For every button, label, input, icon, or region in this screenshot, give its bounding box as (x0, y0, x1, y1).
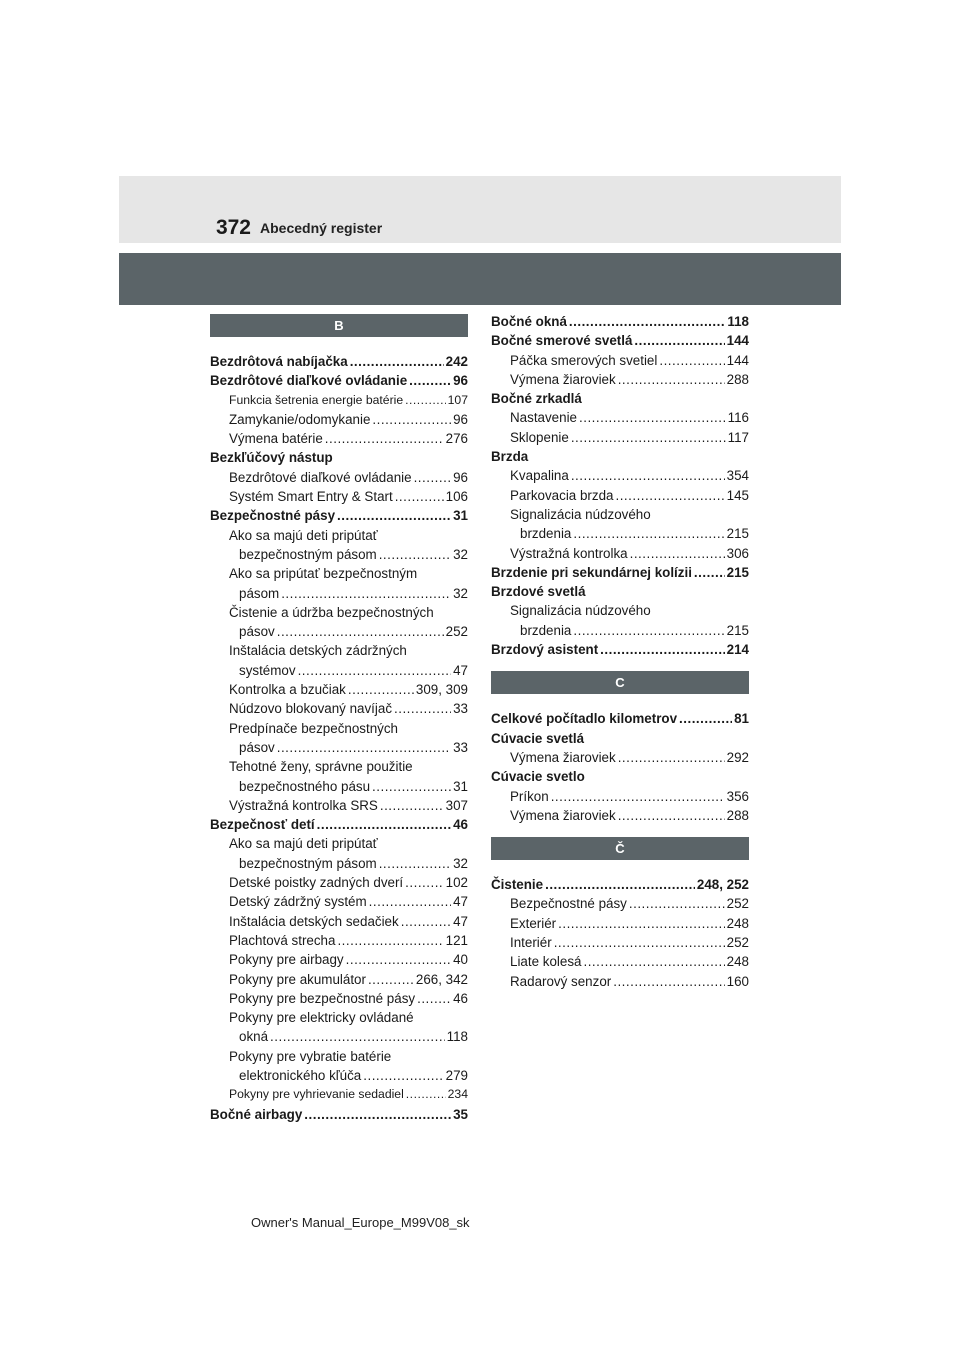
entry-page: 144 (726, 333, 749, 349)
entry-page: 121 (445, 932, 468, 948)
leader-dots (368, 970, 414, 989)
leader-dots (573, 621, 724, 640)
entry-label: Výstražná kontrolka SRS (229, 797, 378, 813)
index-entry (491, 312, 749, 331)
leader-dots (348, 680, 414, 699)
entry-label: Inštalácia detských zádržných (229, 643, 407, 659)
entry-page: 106 (445, 489, 468, 505)
entry-page: 47 (453, 894, 468, 910)
index-entry (491, 640, 749, 659)
entry-label: Kontrolka a bzučiak (229, 682, 346, 698)
entry-label: Bočné smerové svetlá (491, 333, 633, 349)
index-entry (491, 748, 749, 767)
entry-page: 118 (727, 314, 749, 329)
index-entry (210, 854, 468, 873)
entry-page: 46 (453, 990, 468, 1006)
entry-page: 32 (453, 585, 468, 601)
entry-page: 47 (453, 662, 468, 678)
leader-dots (270, 1027, 445, 1046)
index-entry (491, 486, 749, 505)
index-entry (491, 972, 749, 991)
leader-dots (618, 806, 725, 825)
entry-label: Bočné zrkadlá (491, 391, 582, 407)
index-entry (491, 408, 749, 427)
index-entry (491, 952, 749, 971)
leader-dots (545, 875, 695, 894)
entry-label: Núdzovo blokovaný navíjač (229, 701, 393, 717)
index-entry (491, 875, 749, 894)
index-entry (210, 661, 468, 680)
index-entry (491, 601, 749, 620)
entry-page: 215 (726, 622, 749, 638)
section-letter: Č (491, 837, 749, 860)
entry-page: 252 (726, 896, 749, 912)
index-entry (210, 487, 468, 506)
index-entry (491, 370, 749, 389)
entry-label: Pokyny pre vybratie batérie (229, 1048, 392, 1064)
index-entry (491, 806, 749, 825)
index-entry (491, 524, 749, 543)
index-entry (210, 989, 468, 1008)
entry-label: Cúvacie svetlá (491, 730, 585, 746)
entry-label: Signalizácia núdzového (510, 603, 651, 619)
index-entry (491, 729, 749, 748)
index-entry (210, 757, 468, 776)
entry-label: Čistenie a údržba bezpečnostných (229, 604, 434, 620)
leader-dots (569, 312, 725, 331)
entry-label: Páčka smerových svetiel (510, 352, 658, 368)
entry-page: 47 (453, 913, 468, 929)
entry-label: Čistenie (491, 877, 544, 893)
entry-label: Bezdrôtové diaľkové ovládanie (210, 373, 408, 389)
entry-label: Detské poistky zadných dverí (229, 875, 404, 891)
leader-dots (346, 950, 451, 969)
entry-page: 306 (726, 545, 749, 561)
entry-label: Bezdrôtové diaľkové ovládanie (229, 469, 412, 485)
leader-dots (379, 854, 451, 873)
leader-dots (615, 486, 724, 505)
index-entry (210, 892, 468, 911)
index-entry (210, 468, 468, 487)
leader-dots (659, 351, 724, 370)
entry-label: Ako sa pripútať bezpečnostným (229, 566, 418, 582)
entry-label: Bezkľúčový nástup (210, 450, 333, 466)
entry-label: Brzdový asistent (491, 642, 599, 658)
entry-page: 266, 342 (415, 971, 468, 987)
index-entry (491, 466, 749, 485)
entry-label: Výmena žiaroviek (510, 371, 616, 387)
entry-label: Celkové počítadlo kilometrov (491, 711, 678, 727)
leader-dots (369, 892, 451, 911)
entry-label: Radarový senzor (510, 973, 612, 989)
index-entry (210, 950, 468, 969)
entry-page: 31 (453, 508, 468, 524)
leader-dots (277, 738, 451, 757)
entry-label: Funkcia šetrenia energie batérie (229, 392, 404, 407)
leader-dots (406, 1085, 446, 1104)
index-entry (210, 699, 468, 718)
entry-label: brzdenia (520, 622, 572, 638)
entry-label: Príkon (510, 788, 549, 804)
entry-page: 96 (453, 469, 468, 485)
index-entry (210, 680, 468, 699)
index-entry (210, 912, 468, 931)
leader-dots (618, 370, 725, 389)
index-entry (491, 582, 749, 601)
entry-page: 252 (445, 624, 468, 640)
index-entry (210, 1066, 468, 1085)
entry-label: Bočné airbagy (210, 1106, 303, 1122)
entry-page: 46 (453, 817, 468, 833)
index-entry (491, 767, 749, 786)
index-entry (491, 933, 749, 952)
entry-page: 31 (453, 778, 468, 794)
leader-dots (409, 371, 451, 390)
entry-page: 96 (453, 373, 468, 389)
entry-page: 356 (726, 788, 749, 804)
entry-label: Pokyny pre airbagy (229, 952, 344, 968)
entry-page: 40 (453, 952, 468, 968)
leader-dots (583, 952, 724, 971)
entry-label: Sklopenie (510, 429, 569, 445)
leader-dots (630, 544, 725, 563)
entry-page: 144 (726, 352, 749, 368)
entry-label: Ako sa majú deti pripútať (229, 836, 378, 852)
entry-label: bezpečnostným pásom (239, 546, 377, 562)
entry-label: Výmena batérie (229, 431, 323, 447)
entry-page: 288 (726, 371, 749, 387)
leader-dots (613, 972, 724, 991)
entry-label: pásov (239, 624, 275, 640)
entry-page: 214 (726, 642, 749, 658)
entry-label: Pokyny pre akumulátor (229, 971, 366, 987)
index-entry (210, 1008, 468, 1027)
page-title: Abecedný register (260, 220, 383, 236)
index-entry (210, 622, 468, 641)
entry-page: 116 (727, 410, 749, 426)
entry-label: Pokyny pre bezpečnostné pásy (229, 990, 416, 1006)
leader-dots (372, 410, 451, 429)
entry-label: bezpečnostným pásom (239, 855, 377, 871)
leader-dots (337, 931, 443, 950)
index-entry (491, 351, 749, 370)
index-entry (210, 564, 468, 583)
index-entry (491, 709, 749, 728)
leader-dots (558, 914, 725, 933)
entry-label: Ako sa majú deti pripútať (229, 527, 378, 543)
index-entry (491, 787, 749, 806)
entry-label: Signalizácia núdzového (510, 506, 651, 522)
index-entry (491, 544, 749, 563)
index-entry (210, 641, 468, 660)
entry-label: Nastavenie (510, 410, 577, 426)
entry-page: 309, 309 (415, 682, 468, 698)
entry-label: bezpečnostného pásu (239, 778, 371, 794)
entry-page: 107 (447, 392, 468, 407)
entry-page: 307 (445, 797, 468, 813)
leader-dots (573, 524, 724, 543)
entry-label: Predpínače bezpečnostných (229, 720, 398, 736)
entry-label: Výmena žiaroviek (510, 749, 616, 765)
index-entry (210, 391, 468, 410)
section-letter: B (210, 314, 468, 337)
index-entry (210, 970, 468, 989)
index-entry (491, 447, 749, 466)
index-entry (210, 1027, 468, 1046)
entry-page: 32 (453, 546, 468, 562)
entry-label: Tehotné ženy, správne použitie (229, 759, 413, 775)
leader-dots (401, 912, 451, 931)
page-number: 372 (215, 216, 251, 239)
entry-label: Bezdrôtová nabíjačka (210, 354, 348, 369)
index-entry (210, 352, 468, 371)
index-entry (491, 428, 749, 447)
leader-dots (554, 933, 725, 952)
leader-dots (417, 989, 451, 1008)
footer-text: Owner's Manual_Europe_M99V08_sk (251, 1215, 470, 1230)
leader-dots (394, 699, 451, 718)
entry-label: Systém Smart Entry & Start (229, 489, 393, 505)
leader-dots (337, 506, 451, 525)
index-entry (210, 777, 468, 796)
leader-dots (600, 640, 724, 659)
index-entry (210, 545, 468, 564)
leader-dots (379, 545, 451, 564)
entry-page: 160 (726, 973, 749, 989)
index-entry (210, 931, 468, 950)
index-column-left (210, 312, 468, 1124)
index-entry (491, 894, 749, 913)
entry-page: 288 (726, 807, 749, 823)
entry-page: 242 (445, 354, 468, 369)
entry-label: systémov (239, 662, 296, 678)
leader-dots (571, 466, 725, 485)
leader-dots (325, 429, 444, 448)
entry-page: 279 (445, 1067, 468, 1083)
leader-dots (551, 787, 725, 806)
leader-dots (380, 796, 444, 815)
index-entry (210, 738, 468, 757)
leader-dots (277, 622, 444, 641)
index-entry (210, 506, 468, 525)
entry-page: 32 (453, 855, 468, 871)
index-entry (210, 873, 468, 892)
entry-page: 215 (726, 564, 749, 580)
entry-label: Bočné okná (491, 314, 567, 329)
entry-label: Interiér (510, 935, 552, 951)
leader-dots (395, 487, 444, 506)
entry-page: 118 (446, 1029, 468, 1045)
entry-page: 248 (726, 915, 749, 931)
leader-dots (571, 428, 726, 447)
leader-dots (350, 352, 444, 371)
leader-dots (629, 894, 725, 913)
leader-dots (281, 584, 451, 603)
entry-page: 145 (726, 487, 749, 503)
entry-label: Zamykanie/odomykanie (229, 411, 371, 427)
entry-page: 276 (445, 431, 468, 447)
index-entry (210, 834, 468, 853)
entry-page: 35 (453, 1106, 468, 1122)
index-entry (210, 815, 468, 834)
index-entry (491, 331, 749, 350)
index-entry (210, 371, 468, 390)
index-entry (210, 526, 468, 545)
leader-dots (579, 408, 726, 427)
entry-label: Parkovacia brzda (510, 487, 614, 503)
entry-label: Liate kolesá (510, 954, 582, 970)
section-letter: C (491, 671, 749, 694)
entry-label: pásom (239, 585, 280, 601)
entry-page: 252 (726, 935, 749, 951)
entry-label: Pokyny pre elektricky ovládané (229, 1010, 414, 1026)
index-entry (210, 1105, 468, 1124)
entry-label: Inštalácia detských sedačiek (229, 913, 399, 929)
entry-page: 117 (727, 429, 749, 445)
entry-page: 234 (447, 1087, 468, 1102)
index-entry (491, 563, 749, 582)
entry-label: Exteriér (510, 915, 557, 931)
entry-label: Bezpečnostné pásy (510, 896, 627, 912)
index-column-right (491, 312, 749, 991)
entry-label: Brzdenie pri sekundárnej kolízii (491, 564, 692, 580)
entry-label: Výstražná kontrolka (510, 545, 628, 561)
index-entry (491, 389, 749, 408)
leader-dots (405, 873, 443, 892)
index-entry (491, 505, 749, 524)
entry-label: pásov (239, 739, 275, 755)
index-entry (210, 410, 468, 429)
entry-label: brzdenia (520, 526, 572, 542)
entry-page: 102 (445, 875, 468, 891)
entry-page: 248, 252 (696, 877, 749, 893)
leader-dots (414, 468, 452, 487)
entry-label: Kvapalina (510, 468, 569, 484)
entry-label: Plachtová strecha (229, 932, 336, 948)
index-entry (491, 914, 749, 933)
index-entry (210, 1047, 468, 1066)
index-entry (210, 796, 468, 815)
index-entry (210, 584, 468, 603)
entry-page: 354 (726, 468, 749, 484)
entry-label: Pokyny pre vyhrievanie sedadiel (229, 1087, 404, 1102)
index-entry (491, 621, 749, 640)
leader-dots (317, 815, 451, 834)
entry-page: 96 (453, 411, 468, 427)
entry-label: Brzdové svetlá (491, 584, 586, 600)
leader-dots (634, 331, 724, 350)
index-entry (210, 1085, 468, 1104)
entry-page: 33 (453, 739, 468, 755)
entry-page: 248 (726, 954, 749, 970)
entry-label: elektronického kľúča (239, 1067, 362, 1083)
entry-page: 81 (734, 711, 749, 727)
entry-page: 292 (726, 749, 749, 765)
leader-dots (372, 777, 451, 796)
leader-dots (298, 661, 452, 680)
entry-label: Detský zádržný systém (229, 894, 367, 910)
leader-dots (363, 1066, 443, 1085)
index-entry (210, 603, 468, 622)
entry-label: Bezpečnosť detí (210, 817, 315, 833)
leader-dots (694, 563, 725, 582)
entry-page: 215 (726, 526, 749, 542)
index-entry (210, 719, 468, 738)
leader-dots (618, 748, 725, 767)
index-entry (210, 429, 468, 448)
entry-page: 33 (453, 701, 468, 717)
leader-dots (304, 1105, 451, 1124)
entry-label: Výmena žiaroviek (510, 807, 616, 823)
entry-label: Brzda (491, 449, 529, 465)
entry-label: Bezpečnostné pásy (210, 508, 336, 524)
header-dark-band (119, 253, 841, 305)
entry-label: okná (239, 1029, 269, 1045)
entry-label: Cúvacie svetlo (491, 769, 585, 785)
leader-dots (679, 709, 732, 728)
leader-dots (405, 391, 446, 410)
index-entry (210, 448, 468, 467)
